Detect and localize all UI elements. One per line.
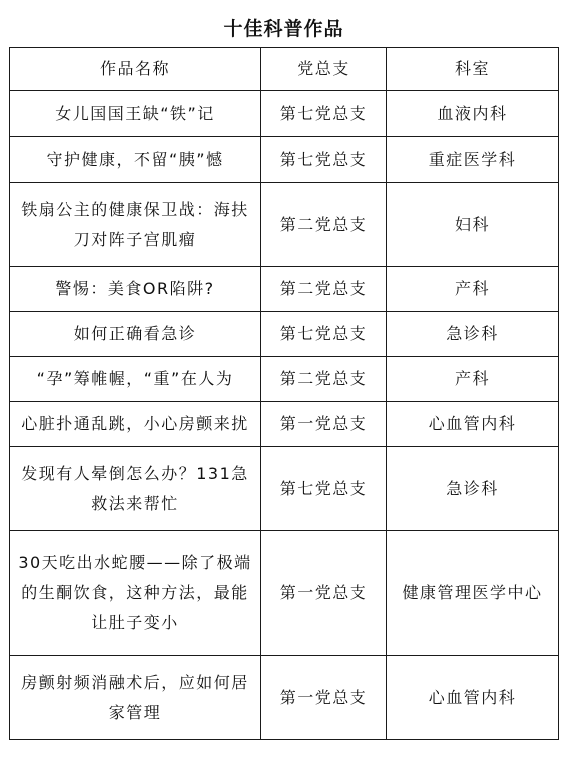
cell-work-name: 发现有人晕倒怎么办？131急救法来帮忙	[10, 447, 261, 531]
cell-department: 重症医学科	[387, 137, 559, 183]
cell-department: 产科	[387, 267, 559, 312]
cell-work-name: 心脏扑通乱跳，小心房颤来扰	[10, 402, 261, 447]
cell-work-name: 守护健康，不留“胰”憾	[10, 137, 261, 183]
cell-party-branch: 第二党总支	[261, 267, 387, 312]
cell-party-branch: 第一党总支	[261, 531, 387, 656]
cell-work-name: 女儿国国王缺“铁”记	[10, 91, 261, 137]
table-row	[10, 447, 559, 531]
cell-work-name: 铁扇公主的健康保卫战：海扶刀对阵子宫肌瘤	[10, 183, 261, 267]
table-row	[10, 656, 559, 740]
cell-work-name: “孕”筹帷幄，“重”在人为	[10, 357, 261, 402]
table-row	[10, 137, 559, 183]
table-row	[10, 91, 559, 137]
cell-party-branch: 第七党总支	[261, 447, 387, 531]
cell-department: 血液内科	[387, 91, 559, 137]
cell-work-name: 30天吃出水蛇腰——除了极端的生酮饮食，这种方法，最能让肚子变小	[10, 531, 261, 656]
awards-table	[9, 47, 559, 740]
header-department: 科室	[387, 48, 559, 91]
cell-department: 产科	[387, 357, 559, 402]
cell-department: 妇科	[387, 183, 559, 267]
cell-party-branch: 第七党总支	[261, 91, 387, 137]
cell-department: 心血管内科	[387, 402, 559, 447]
cell-party-branch: 第七党总支	[261, 312, 387, 357]
table-row	[10, 357, 559, 402]
cell-department: 急诊科	[387, 447, 559, 531]
cell-work-name: 房颤射频消融术后，应如何居家管理	[10, 656, 261, 740]
table-row	[10, 267, 559, 312]
cell-party-branch: 第一党总支	[261, 656, 387, 740]
table-row	[10, 402, 559, 447]
header-party-branch: 党总支	[261, 48, 387, 91]
header-work-name: 作品名称	[10, 48, 261, 91]
table-row	[10, 183, 559, 267]
cell-party-branch: 第七党总支	[261, 137, 387, 183]
table-row	[10, 312, 559, 357]
cell-department: 心血管内科	[387, 656, 559, 740]
cell-party-branch: 第一党总支	[261, 402, 387, 447]
cell-department: 健康管理医学中心	[387, 531, 559, 656]
table-row	[10, 531, 559, 656]
cell-work-name: 警惕：美食OR陷阱?	[10, 267, 261, 312]
cell-work-name: 如何正确看急诊	[10, 312, 261, 357]
page-title: 十佳科普作品	[223, 18, 344, 40]
cell-party-branch: 第二党总支	[261, 357, 387, 402]
cell-department: 急诊科	[387, 312, 559, 357]
table-header-row	[10, 48, 559, 91]
cell-party-branch: 第二党总支	[261, 183, 387, 267]
